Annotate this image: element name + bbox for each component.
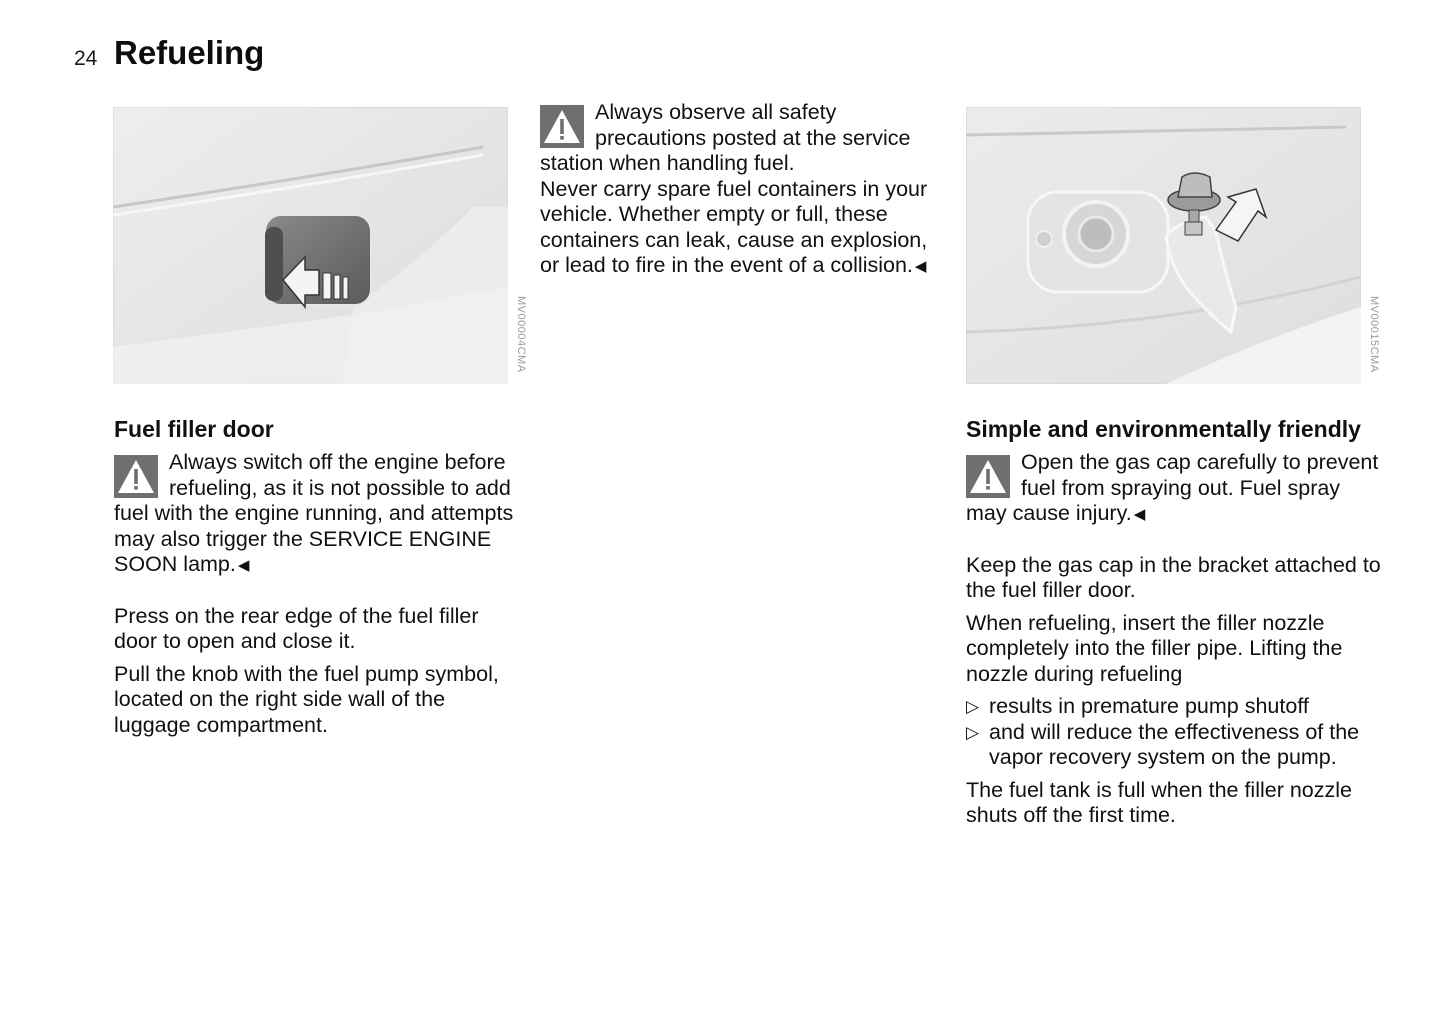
warning-text: Always switch off the engine before refueling, as it is not possible to add fuel with the engine running, and attempts may also trigger the SERVICE ENGINE SOON lamp. — [114, 450, 514, 576]
gas-cap-figure — [966, 107, 1361, 384]
list-item-text: and will reduce the effectiveness of the vapor recovery system on the pump. — [989, 719, 1360, 769]
end-of-section-marker: ◀ — [237, 557, 250, 574]
right-column — [966, 415, 1381, 836]
warning-block — [540, 100, 950, 280]
paragraph: Pull the knob with the fuel pump symbol, located on the right side wall of the luggage compartment. — [114, 661, 499, 737]
bullet-triangle-icon: ▷ — [966, 722, 980, 742]
gas-cap-illustration — [966, 107, 1361, 384]
warning-text: Open the gas cap carefully to prevent fuel from spraying out. Fuel spray may cause injury. — [966, 450, 1379, 525]
figure-code: MV00015CMA — [1368, 296, 1380, 373]
end-of-section-marker: ◀ — [1133, 506, 1146, 523]
list-item — [966, 694, 1381, 720]
fuel-filler-door-illustration — [113, 107, 508, 384]
warning-text: Always observe all safety precautions posted at the service station when handling fuel. — [540, 100, 911, 175]
paragraph: Press on the rear edge of the fuel filler door to open and close it. — [114, 603, 479, 653]
left-column — [114, 415, 524, 745]
warning-triangle-icon — [540, 105, 584, 148]
bullet-triangle-icon: ▷ — [966, 697, 980, 716]
end-of-section-marker: ◀ — [914, 258, 927, 275]
warning-block — [966, 450, 1381, 528]
fuel-filler-door-figure — [113, 107, 508, 384]
paragraph: When refueling, insert the filler nozzle completely into the filler pipe. Lifting the nozzle during refueling — [966, 610, 1343, 686]
page-number: 24 — [74, 47, 98, 70]
paragraph: Keep the gas cap in the bracket attached to the fuel filler door. — [966, 552, 1381, 602]
figure-code: MV00004CMA — [515, 296, 527, 373]
middle-column — [540, 100, 950, 287]
warning-triangle-icon — [966, 455, 1010, 498]
page-title: Refueling — [114, 34, 265, 71]
warning-triangle-icon — [114, 455, 158, 498]
bullet-list — [966, 694, 1381, 771]
warning-text-continued: Never carry spare fuel containers in your vehicle. Whether empty or full, these containers can leak, cause an explosion, or lead to fire in the event of a collision. — [540, 176, 928, 277]
paragraph: The fuel tank is full when the filler nozzle shuts off the first time. — [966, 777, 1353, 827]
section-heading-environmentally-friendly: Simple and environmentally friendly — [966, 416, 1361, 442]
list-item-text: results in premature pump shutoff — [989, 694, 1309, 718]
list-item — [966, 720, 1381, 771]
section-heading-fuel-filler-door: Fuel filler door — [114, 416, 274, 442]
warning-block — [114, 450, 524, 579]
